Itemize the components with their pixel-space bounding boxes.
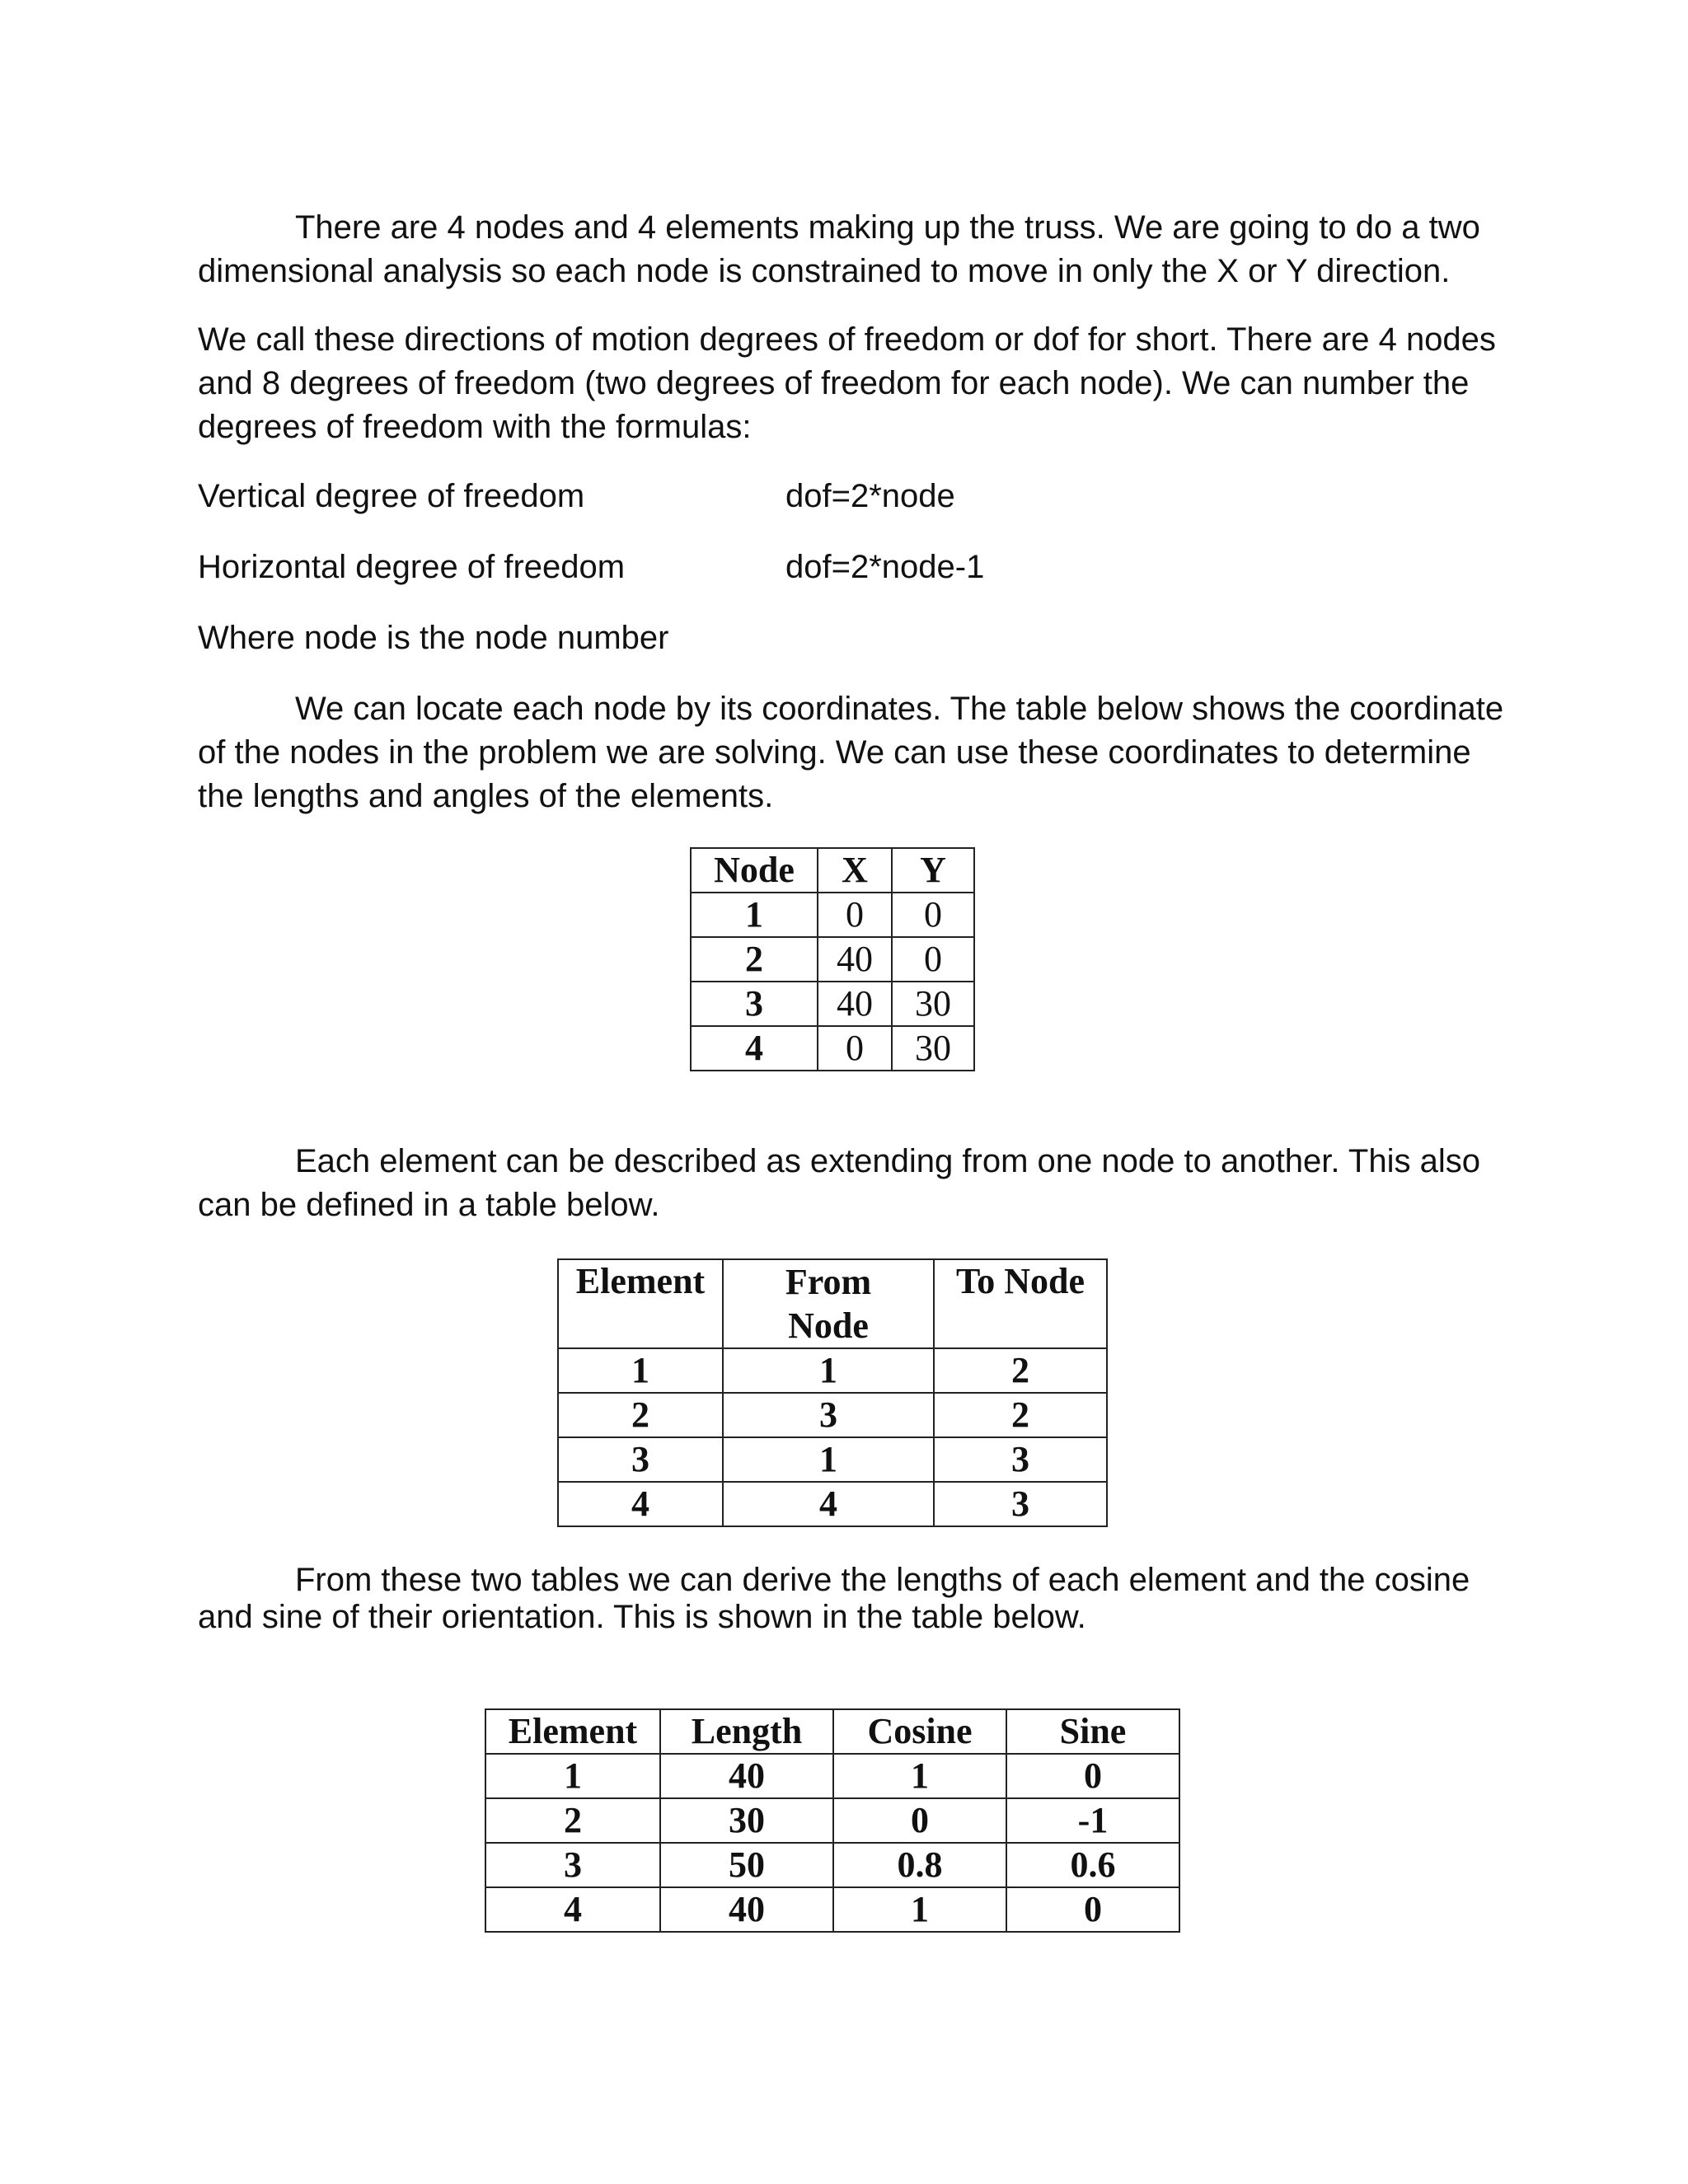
coordinates-paragraph: We can locate each node by its coordinates. The table below shows the coordinate of the nodes in the problem we are solving. We can use these coordinates to determine the lengths and angles of the elements.	[198, 691, 1504, 814]
table-cell: 1	[558, 1348, 723, 1393]
table-cell: 0	[818, 893, 892, 937]
column-header: To Node	[934, 1259, 1107, 1348]
column-header: Element	[558, 1259, 723, 1348]
table-header-row	[485, 1709, 1179, 1754]
derivation-paragraph: From these two tables we can derive the lengths of each element and the cosine and sine of their orientation. This is shown in the table below.	[198, 1562, 1470, 1635]
table-cell: 40	[818, 982, 892, 1026]
table-row	[558, 1482, 1107, 1526]
column-header: Length	[660, 1709, 833, 1754]
table-row	[691, 982, 974, 1026]
element-connectivity-table	[557, 1258, 1108, 1527]
table-cell: 1	[833, 1887, 1006, 1932]
column-header: Sine	[1006, 1709, 1179, 1754]
node-number-note: Where node is the node number	[198, 620, 669, 656]
table-header-row	[558, 1259, 1107, 1348]
table-row	[485, 1887, 1179, 1932]
table-row	[691, 937, 974, 982]
table-cell: 0.6	[1006, 1843, 1179, 1887]
horizontal-dof-label: Horizontal degree of freedom	[198, 549, 626, 585]
table-cell: 2	[934, 1348, 1107, 1393]
column-header: From Node	[723, 1259, 934, 1348]
table-cell: 50	[660, 1843, 833, 1887]
table-cell: 1	[691, 893, 818, 937]
column-header: Cosine	[833, 1709, 1006, 1754]
table-cell: 0.8	[833, 1843, 1006, 1887]
table-cell: 3	[691, 982, 818, 1026]
table-cell: 0	[892, 937, 974, 982]
node-coordinates-table	[690, 847, 975, 1071]
column-header: Element	[485, 1709, 660, 1754]
table-row	[558, 1393, 1107, 1437]
table-cell: 2	[485, 1798, 660, 1843]
table-cell: 3	[723, 1393, 934, 1437]
table-cell: 3	[485, 1843, 660, 1887]
table-cell: 0	[818, 1026, 892, 1071]
table-row	[558, 1437, 1107, 1482]
elements-paragraph: Each element can be described as extending from one node to another. This also can be defined in a table below.	[198, 1143, 1480, 1223]
table-cell: 0	[1006, 1887, 1179, 1932]
table-cell: 1	[723, 1348, 934, 1393]
table-cell: 30	[892, 1026, 974, 1071]
table-cell: 3	[558, 1437, 723, 1482]
dof-definition-paragraph: We call these directions of motion degrees of freedom or dof for short. There are 4 nodes and 8 degrees of freedom (two degrees of freedom for each node). We can number the degrees of freedom with the formulas:	[198, 321, 1496, 445]
table-cell: -1	[1006, 1798, 1179, 1843]
table-cell: 2	[934, 1393, 1107, 1437]
table-cell: 40	[818, 937, 892, 982]
table-cell: 3	[934, 1482, 1107, 1526]
table-row	[485, 1754, 1179, 1798]
table-cell: 0	[833, 1798, 1006, 1843]
table-row	[691, 1026, 974, 1071]
table-cell: 4	[558, 1482, 723, 1526]
element-properties-table	[485, 1708, 1180, 1933]
column-header: X	[818, 848, 892, 893]
table-cell: 40	[660, 1754, 833, 1798]
table-cell: 30	[660, 1798, 833, 1843]
table-cell: 30	[892, 982, 974, 1026]
column-header: Node	[691, 848, 818, 893]
table-cell: 1	[485, 1754, 660, 1798]
intro-paragraph: There are 4 nodes and 4 elements making up the truss. We are going to do a two dimensional analysis so each node is constrained to move in only the X or Y direction.	[198, 209, 1480, 289]
table-cell: 4	[723, 1482, 934, 1526]
vertical-dof-label: Vertical degree of freedom	[198, 478, 585, 514]
horizontal-dof-formula: dof=2*node-1	[785, 549, 985, 585]
table-row	[691, 893, 974, 937]
table-cell: 0	[1006, 1754, 1179, 1798]
table-cell: 40	[660, 1887, 833, 1932]
vertical-dof-formula: dof=2*node	[785, 478, 955, 514]
table-cell: 0	[892, 893, 974, 937]
table-cell: 2	[558, 1393, 723, 1437]
table-cell: 4	[485, 1887, 660, 1932]
table-cell: 3	[934, 1437, 1107, 1482]
table-row	[558, 1348, 1107, 1393]
table-row	[485, 1843, 1179, 1887]
table-cell: 1	[833, 1754, 1006, 1798]
table-cell: 4	[691, 1026, 818, 1071]
column-header: Y	[892, 848, 974, 893]
table-header-row	[691, 848, 974, 893]
table-cell: 1	[723, 1437, 934, 1482]
table-cell: 2	[691, 937, 818, 982]
table-row	[485, 1798, 1179, 1843]
